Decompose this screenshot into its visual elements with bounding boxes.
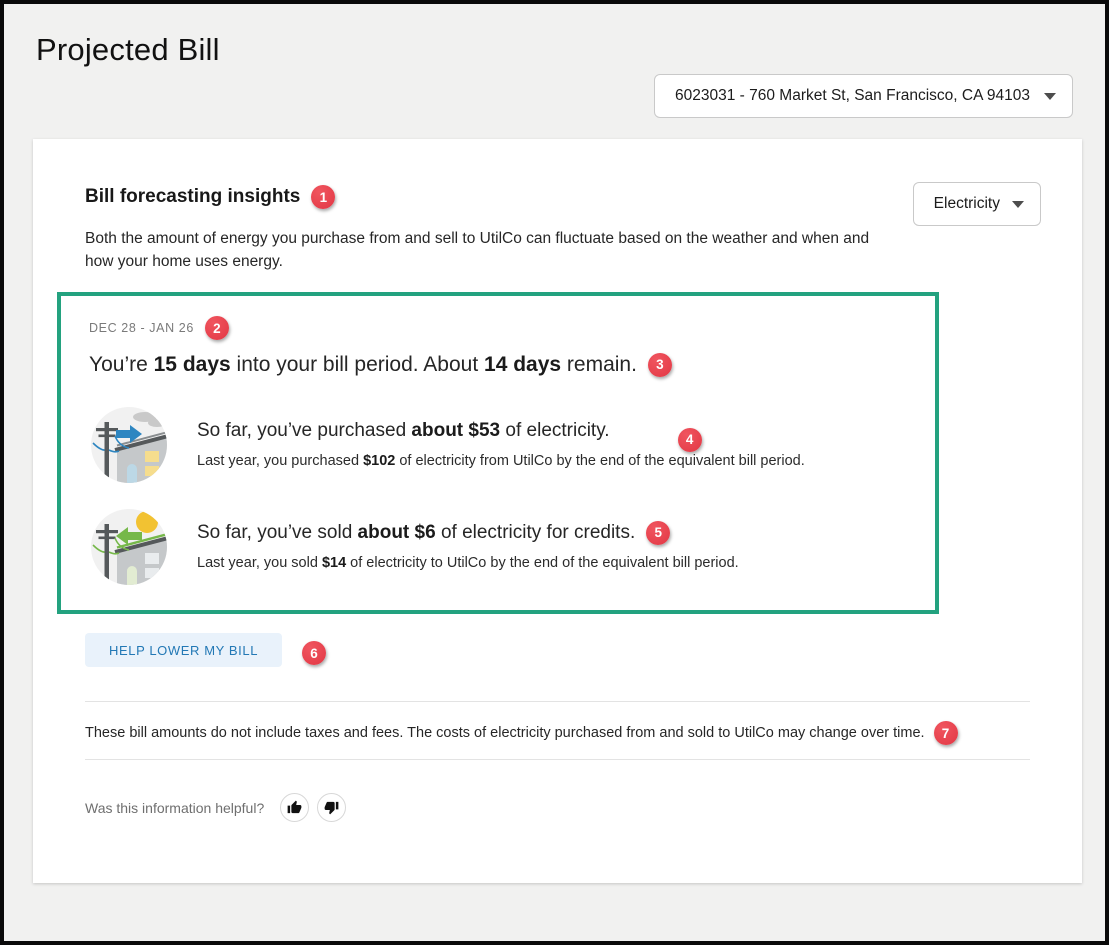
grid-purchase-illustration [89, 405, 169, 485]
callout-badge-3: 3 [648, 353, 672, 377]
help-button-row [85, 633, 326, 667]
footnote [85, 721, 958, 745]
divider [85, 759, 1030, 760]
bill-forecasting-card [33, 139, 1082, 883]
bill-period-panel [57, 292, 939, 614]
commodity-selector[interactable] [913, 182, 1041, 226]
thumbs-up-button[interactable] [280, 793, 309, 822]
purchased-insight-text [197, 419, 935, 471]
callout-badge-6: 6 [302, 641, 326, 665]
chevron-down-icon [1012, 201, 1024, 208]
account-selector-value: 6023031 - 760 Market St, San Francisco, CA 94103 [675, 87, 1030, 104]
date-range-row [89, 316, 935, 340]
intro-text: Both the amount of energy you purchase from and sell to UtilCo can fluctuate based on the weather and when and how your home uses energy. [85, 230, 870, 270]
callout-badge-1: 1 [311, 185, 335, 209]
callout-badge-5: 5 [646, 521, 670, 545]
chevron-down-icon [1044, 93, 1056, 100]
account-selector[interactable] [654, 74, 1073, 118]
sold-headline: So far, you’ve sold about $6 of electricity for credits. 5 [197, 521, 935, 545]
card-heading: Bill forecasting insights [85, 186, 301, 207]
purchased-insight-row [89, 405, 935, 485]
grid-sell-illustration [89, 507, 169, 587]
purchased-detail: Last year, you purchased $102 of electricity from UtilCo by the end of the equivalent bill period. [197, 453, 805, 469]
card-heading-row [85, 185, 335, 209]
thumbs-down-button[interactable] [317, 793, 346, 822]
page-title: Projected Bill [36, 32, 220, 67]
sold-detail: Last year, you sold $14 of electricity to UtilCo by the end of the equivalent bill period. [197, 555, 739, 571]
footnote-text: These bill amounts do not include taxes and fees. The costs of electricity purchased from and sold to UtilCo may change over time. [85, 725, 925, 741]
thumbs-up-icon [287, 800, 302, 815]
bill-period-progress: You’re 15 days into your bill period. About 14 days remain. 3 [89, 351, 935, 379]
sold-insight-row [89, 507, 935, 587]
date-range: DEC 28 - JAN 26 [89, 321, 194, 335]
feedback-question: Was this information helpful? [85, 799, 265, 816]
thumbs-down-icon [324, 800, 339, 815]
purchased-headline: So far, you’ve purchased about $53 of electricity. 4 [197, 419, 935, 443]
help-lower-my-bill-button[interactable]: HELP LOWER MY BILL [85, 633, 282, 667]
callout-badge-2: 2 [205, 316, 229, 340]
callout-badge-7: 7 [934, 721, 958, 745]
commodity-selector-value: Electricity [933, 195, 1000, 212]
callout-badge-4: 4 [678, 428, 702, 452]
sold-insight-text [197, 521, 935, 573]
feedback-row [85, 793, 346, 822]
divider [85, 701, 1030, 702]
